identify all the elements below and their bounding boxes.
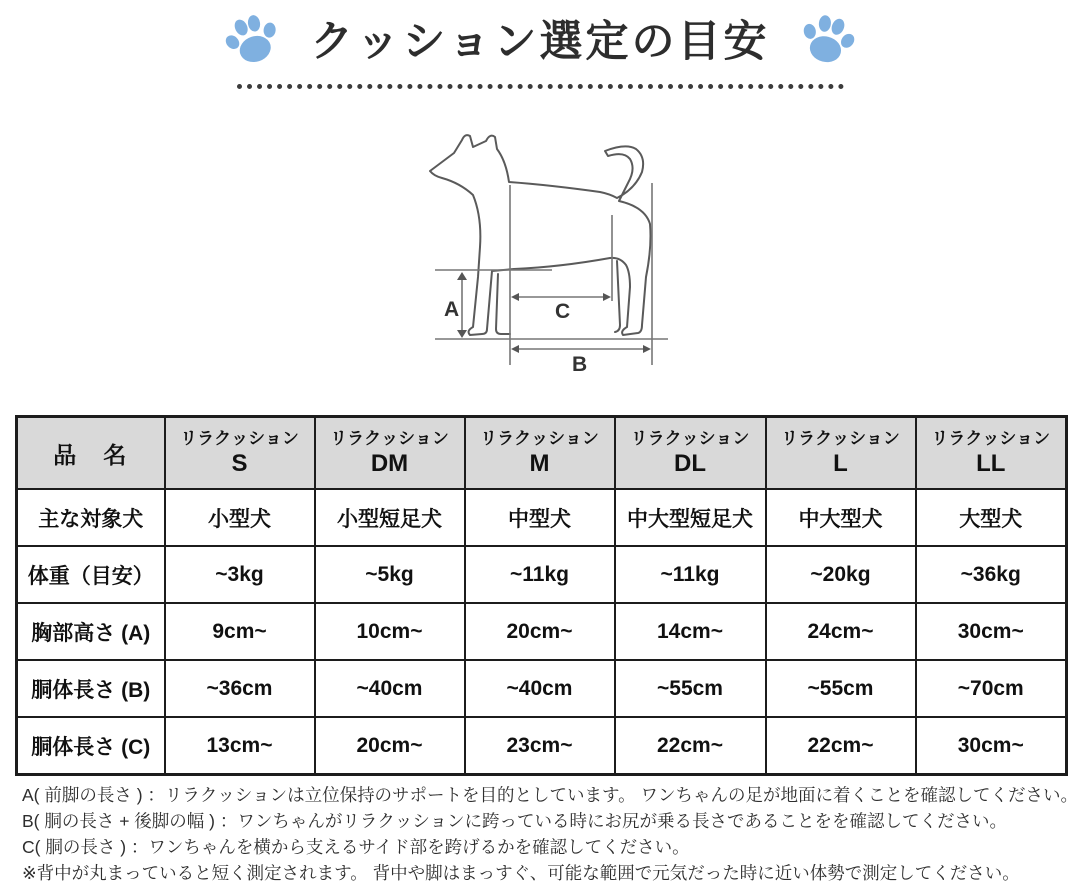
dog-measurement-diagram [400, 126, 720, 398]
footnote-b: B( 胴の長さ + 後脚の幅 ) ：ワンちゃんがリラクッションに跨っている時にお尻が乗る長さであることをを確認してください。 [22, 811, 1008, 831]
table-cell: 14cm~ [615, 603, 766, 660]
table-row-chest-height [17, 603, 1067, 660]
diagram-label-c: C [555, 300, 571, 323]
paw-icon [791, 2, 864, 75]
product-size: DL [674, 449, 706, 477]
header-size-ll [916, 417, 1067, 490]
table-cell: ~36kg [916, 546, 1067, 603]
size-table [15, 415, 1068, 776]
table-cell: ~36cm [165, 660, 315, 717]
table-cell: 中大型犬 [766, 489, 916, 546]
table-cell: ~3kg [165, 546, 315, 603]
header-product-name: 品 名 [17, 417, 165, 490]
table-cell: 23cm~ [465, 717, 615, 775]
product-name: リラクッション [781, 429, 900, 449]
table-row-target-dog [17, 489, 1067, 546]
table-cell: ~40cm [465, 660, 615, 717]
table-cell: ~70cm [916, 660, 1067, 717]
table-cell: ~40cm [315, 660, 465, 717]
header-size-s [165, 417, 315, 490]
product-name: リラクッション [480, 429, 599, 449]
table-cell: ~11kg [465, 546, 615, 603]
table-cell: 小型短足犬 [315, 489, 465, 546]
header-size-l [766, 417, 916, 490]
header-size-m [465, 417, 615, 490]
row-label: 体重（目安） [17, 546, 165, 603]
product-size: M [529, 449, 550, 477]
product-size: LL [976, 449, 1006, 477]
row-label: 胸部高さ (A) [17, 603, 165, 660]
table-cell: 22cm~ [766, 717, 916, 775]
row-label: 胴体長さ (C) [17, 717, 165, 775]
table-cell: 10cm~ [315, 603, 465, 660]
table-cell: 中型犬 [465, 489, 615, 546]
footnote-a: A( 前脚の長さ ) ：リラクッションは立位保持のサポートを目的としています。 ワンちゃんの足が地面に着くことを確認してください。 [22, 785, 1079, 805]
table-cell: 20cm~ [315, 717, 465, 775]
product-name: リラクッション [630, 429, 750, 449]
table-cell: ~20kg [766, 546, 916, 603]
table-cell: 22cm~ [615, 717, 766, 775]
table-cell: ~5kg [315, 546, 465, 603]
table-row-body-length-c [17, 717, 1067, 775]
header-size-dm [315, 417, 465, 490]
table-cell: 13cm~ [165, 717, 315, 775]
arrowheads [457, 272, 651, 353]
table-cell: 30cm~ [916, 603, 1067, 660]
row-label: 胴体長さ (B) [17, 660, 165, 717]
table-row-body-length-b [17, 660, 1067, 717]
measurement-lines [435, 183, 668, 365]
page-header [0, 8, 1080, 69]
table-cell: 24cm~ [766, 603, 916, 660]
paw-icon [215, 1, 291, 77]
page-title: クッション選定の目安 [310, 18, 770, 66]
product-size: DM [370, 449, 409, 477]
table-cell: ~55cm [766, 660, 916, 717]
diagram-label-a: A [444, 298, 460, 321]
table-cell: ~55cm [615, 660, 766, 717]
product-name: リラクッション [180, 429, 299, 449]
table-cell: 9cm~ [165, 603, 315, 660]
diagram-label-b: B [572, 353, 588, 376]
footnotes [22, 782, 1079, 886]
table-cell: ~11kg [615, 546, 766, 603]
product-size: L [833, 449, 848, 477]
table-cell: 30cm~ [916, 717, 1067, 775]
footnote-c: C( 胴の長さ ) ：ワンちゃんを横から支えるサイド部を跨げるかを確認してください。 [22, 837, 690, 857]
dog-outline [430, 135, 651, 335]
dotted-divider [237, 84, 844, 89]
table-cell: 中大型短足犬 [615, 489, 766, 546]
product-size: S [231, 449, 248, 477]
header-size-dl [615, 417, 766, 490]
table-header-row [17, 417, 1067, 490]
product-name: リラクッション [931, 429, 1051, 449]
footnote-note: ※背中が丸まっていると短く測定されます。 背中や脚はまっすぐ、可能な範囲で元気だった時に近い体勢で測定してください。 [22, 863, 1020, 883]
table-cell: 20cm~ [465, 603, 615, 660]
table-row-weight [17, 546, 1067, 603]
table-cell: 小型犬 [165, 489, 315, 546]
product-name: リラクッション [330, 429, 449, 449]
table-cell: 大型犬 [916, 489, 1067, 546]
row-label: 主な対象犬 [17, 489, 165, 546]
